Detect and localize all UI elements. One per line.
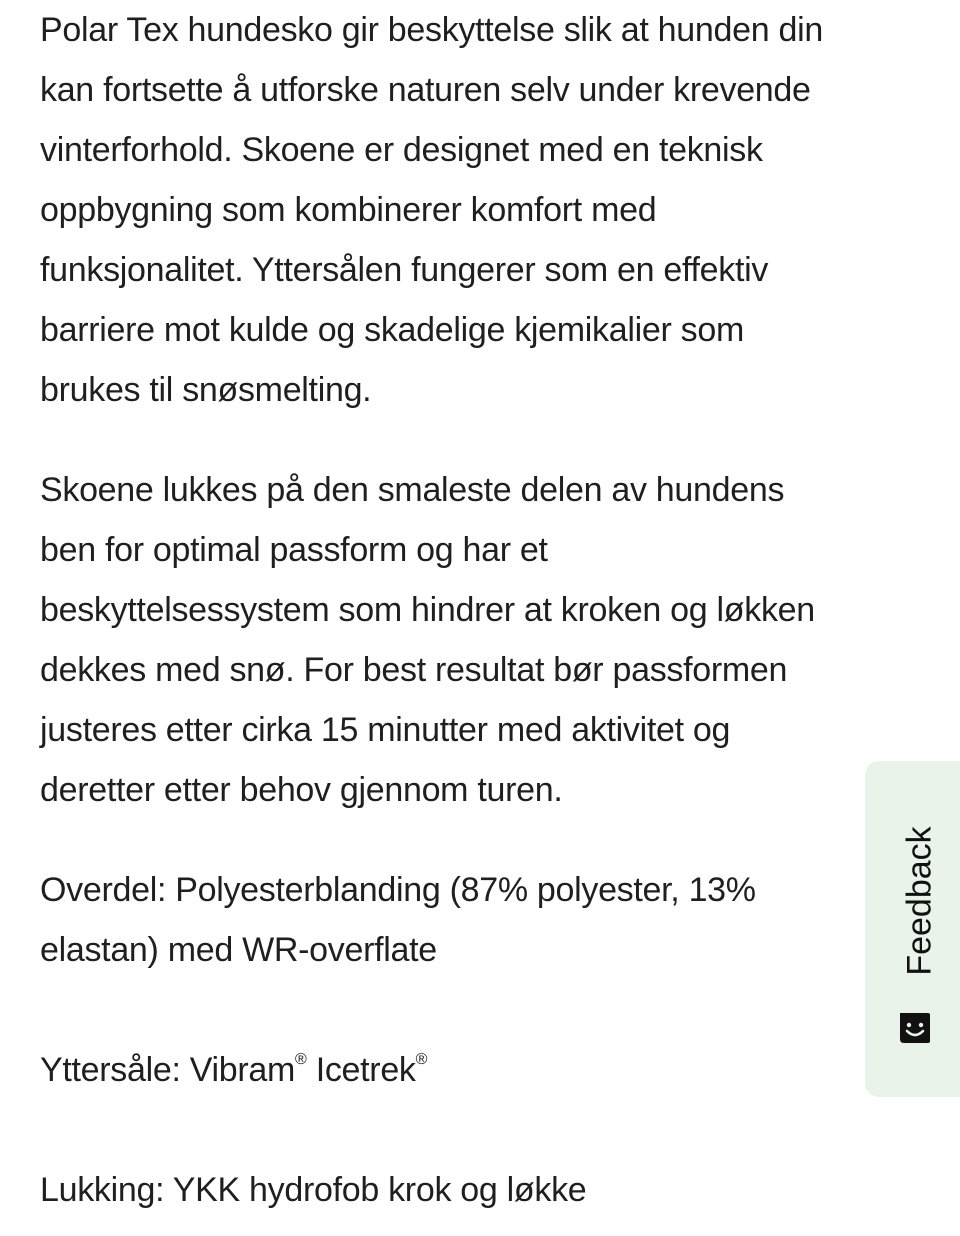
text-line: elastan) med WR-overflate [40, 931, 437, 969]
text-line: ben for optimal passform og har et [40, 531, 548, 569]
text-line: justeres etter cirka 15 minutter med aktivitet og [40, 711, 731, 749]
text-line: beskyttelsessystem som hindrer at kroken og løkken [40, 591, 815, 629]
spec-closure [40, 1160, 940, 1220]
text-line: Lukking: YKK hydrofob krok og løkke [40, 1171, 587, 1209]
outsole-model: Icetrek [306, 1051, 416, 1089]
text-line: kan fortsette å utforske naturen selv under krevende [40, 71, 811, 109]
text-line: deretter etter behov gjennom turen. [40, 771, 563, 809]
smiley-chat-icon [898, 1011, 932, 1045]
text-line: brukes til snøsmelting. [40, 371, 372, 409]
outsole-text: Yttersåle: Vibram [40, 1051, 296, 1089]
feedback-tab[interactable] [865, 761, 960, 1097]
text-line: vinterforhold. Skoene er designet med en teknisk [40, 131, 763, 169]
registered-mark: ® [295, 1051, 307, 1068]
text-line: Overdel: Polyesterblanding (87% polyester, 13% [40, 871, 756, 909]
spec-upper-material [40, 860, 940, 980]
text-line: barriere mot kulde og skadelige kjemikalier som [40, 311, 744, 349]
text-line: oppbygning som kombinerer komfort med [40, 191, 657, 229]
text-line: dekkes med snø. For best resultat bør passformen [40, 651, 788, 689]
text-line: funksjonalitet. Yttersålen fungerer som en effektiv [40, 251, 769, 289]
description-paragraph-2 [40, 460, 940, 820]
product-description [40, 0, 940, 1220]
feedback-label: Feedback [900, 826, 939, 976]
text-line: Polar Tex hundesko gir beskyttelse slik at hunden din [40, 11, 823, 49]
registered-mark: ® [415, 1051, 428, 1068]
description-paragraph-1 [40, 0, 940, 420]
spec-outsole [40, 1040, 940, 1100]
text-line [40, 1040, 940, 1100]
text-line: Skoene lukkes på den smaleste delen av hundens [40, 471, 785, 509]
